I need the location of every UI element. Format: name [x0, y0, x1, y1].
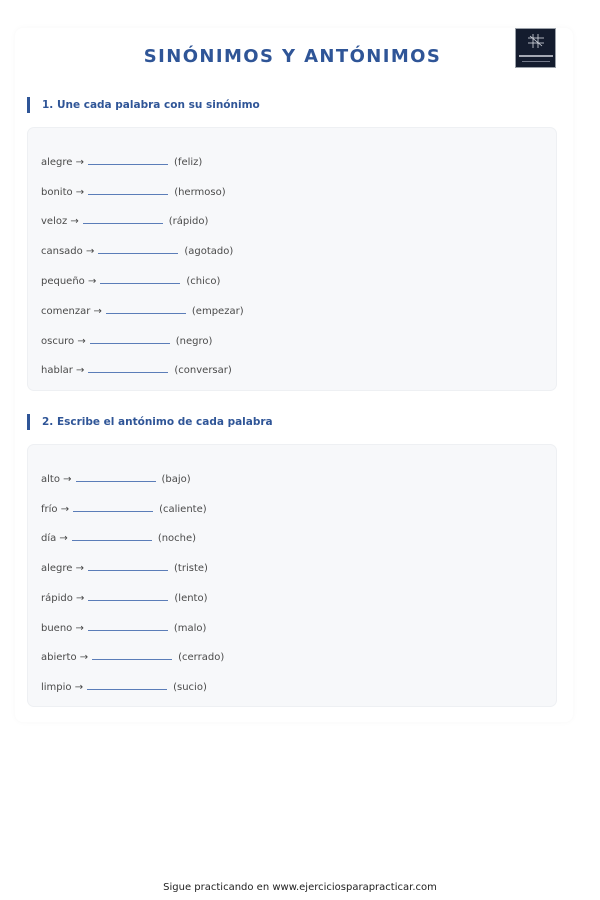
answer-blank[interactable] — [88, 184, 168, 195]
word: pequeño → — [41, 276, 97, 287]
answer-blank[interactable] — [90, 333, 170, 344]
exercise-row — [41, 649, 224, 663]
hint: (triste) — [174, 563, 208, 574]
word: alto → — [41, 474, 72, 485]
answer-blank[interactable] — [87, 679, 167, 690]
word: alegre → — [41, 157, 85, 168]
footer-link-text: Sigue practicando en www.ejerciciosparapracticar.com — [163, 882, 437, 893]
answer-blank[interactable] — [73, 501, 153, 512]
word: comenzar → — [41, 306, 102, 317]
answer-blank[interactable] — [83, 213, 163, 224]
exercise-row — [41, 213, 208, 227]
hint: (hermoso) — [174, 187, 226, 198]
hint: (chico) — [186, 276, 221, 287]
answer-blank[interactable] — [72, 530, 152, 541]
hint: (conversar) — [174, 365, 232, 376]
word: día → — [41, 533, 68, 544]
word: hablar → — [41, 365, 85, 376]
word: rápido → — [41, 593, 85, 604]
hint: (agotado) — [184, 246, 234, 257]
word: bonito → — [41, 187, 85, 198]
hash-grid-icon — [528, 34, 544, 48]
hint: (rápido) — [168, 216, 209, 227]
section-heading-antonyms: 2. Escribe el antónimo de cada palabra — [27, 414, 273, 430]
logo-subtext — [522, 61, 550, 62]
answer-blank[interactable] — [106, 303, 186, 314]
exercise-row — [41, 590, 208, 604]
hint: (sucio) — [173, 682, 207, 693]
answer-blank[interactable] — [98, 243, 178, 254]
exercise-row — [41, 530, 196, 544]
hint: (negro) — [175, 336, 213, 347]
exercise-row — [41, 273, 220, 287]
answer-blank[interactable] — [88, 560, 168, 571]
synonyms-exercise-box — [27, 127, 557, 391]
answer-blank[interactable] — [88, 362, 168, 373]
exercise-row — [41, 620, 206, 634]
exercise-row — [41, 184, 226, 198]
exercise-row — [41, 243, 233, 257]
brand-logo — [515, 28, 556, 68]
word: alegre → — [41, 563, 85, 574]
word: cansado → — [41, 246, 95, 257]
word: bueno → — [41, 623, 84, 634]
answer-blank[interactable] — [100, 273, 180, 284]
section-heading-synonyms: 1. Une cada palabra con su sinónimo — [27, 97, 260, 113]
hint: (lento) — [174, 593, 208, 604]
logo-brand-text — [519, 55, 553, 57]
exercise-row — [41, 501, 207, 515]
exercise-row — [41, 333, 212, 347]
word: veloz → — [41, 216, 79, 227]
hint: (cerrado) — [178, 652, 225, 663]
exercise-row — [41, 303, 244, 317]
hint: (empezar) — [191, 306, 244, 317]
exercise-row — [41, 362, 232, 376]
answer-blank[interactable] — [88, 620, 168, 631]
answer-blank[interactable] — [88, 154, 168, 165]
answer-blank[interactable] — [88, 590, 168, 601]
exercise-row — [41, 154, 202, 168]
hint: (feliz) — [174, 157, 203, 168]
exercise-row — [41, 471, 191, 485]
hint: (malo) — [173, 623, 207, 634]
answer-blank[interactable] — [76, 471, 156, 482]
antonyms-exercise-box — [27, 444, 557, 707]
word: frío → — [41, 504, 70, 515]
hint: (noche) — [157, 533, 197, 544]
word: abierto → — [41, 652, 89, 663]
word: oscuro → — [41, 336, 86, 347]
word: limpio → — [41, 682, 84, 693]
page-title: SINÓNIMOS Y ANTÓNIMOS — [143, 46, 442, 67]
hint: (caliente) — [159, 504, 207, 515]
exercise-row — [41, 560, 208, 574]
answer-blank[interactable] — [92, 649, 172, 660]
exercise-row — [41, 679, 207, 693]
hint: (bajo) — [161, 474, 191, 485]
